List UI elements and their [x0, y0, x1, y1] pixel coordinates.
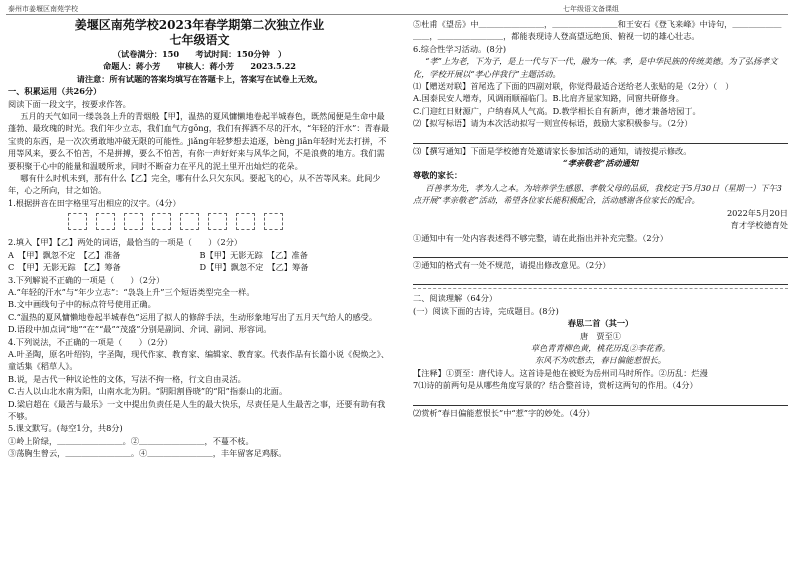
- poem-title: 春思二首（其一）: [567, 318, 634, 329]
- notice-body: 百善孝为先，孝为人之本。为培养学生感恩、孝敬父母的品质，我校定于5月30日（星期一）下午3点开展“孝亲敬老”活动，希望各位家长能积极配合，活动感谢各位家长的配合。: [413, 182, 782, 206]
- notice-question-2: ②通知的格式有一处不规范，请提出修改意见。（2分）: [413, 259, 611, 270]
- q2-option-d: D【甲】飘忽不定 【乙】筹备: [199, 262, 309, 273]
- q3-option-c: C.“温热的夏风慵懒地卷起半城春色”运用了拟人的修辞手法，生动形象地写出了五月天气给人的感受。: [8, 311, 378, 322]
- question-6: 6.综合性学习活动。(8分): [413, 43, 507, 54]
- q3-option-b: B.文中画线句子中的标点符号使用正确。: [8, 299, 156, 310]
- char-box[interactable]: [180, 213, 199, 230]
- q4-option-a: A.叶圣陶，原名叶绍钧，字圣陶，现代作家、教育家、编辑家、教育家。代表作品有长篇小说《倪焕之》、童话集《稻草人》。: [8, 348, 390, 372]
- q3-option-a: A.“年轻的汗水”与“年少立志”：“袅袅上升”三个短语类型完全一样。: [8, 286, 255, 297]
- notice-question-1: ①通知中有一处内容表述得不够完整，请在此指出并补充完整。（2分）: [413, 232, 668, 243]
- q4-option-c: C.古人以山北水南为阳，山南水北为阴。“阴阳割昏晓”的“阳”指泰山的北面。: [8, 386, 288, 397]
- q5-line-1: ①岭上阶绿，＿＿＿＿＿＿＿＿。②＿＿＿＿＿＿＿＿，不蔓不枝。: [8, 435, 254, 446]
- notice-salutation: 尊敬的家长：: [413, 170, 463, 181]
- q5-line-3: ⑤杜甫《望岳》中＿＿＿＿＿＿＿＿，＿＿＿＿＿＿＿＿和王安石《登飞来峰》中诗句，＿＿＿＿＿＿＿＿，＿＿＿＿＿＿＿＿，都能表现诗人登高望远绝顶、俯视一切的雄心壮志。: [413, 19, 782, 42]
- subsection-1-heading: (一）阅读下面的古诗，完成题目。(8分): [413, 305, 559, 316]
- question-3: 3.下列解说不正确的一项是（ ）（2分）: [8, 274, 165, 285]
- q6-part-1: ⑴【赠送对联】首尾选了下面的四副对联，你觉得最适合送给老人张贴的是（2分）（ ）: [413, 81, 734, 92]
- passage-paragraph-2: 哪有什么时机未到，那有什么【乙】完全，哪有什么只欠东风。要起飞的心，从不苦等风来。此间少年，心之所向，甘之如饴。: [8, 173, 381, 196]
- question-5: 5.课文默写。(每空1分，共8分): [8, 423, 123, 434]
- q2-option-c: C 【甲】无影无踪 【乙】筹备: [8, 262, 121, 273]
- poem-author: 唐 贾至①: [580, 330, 621, 341]
- exam-subject: 七年级语文: [169, 33, 230, 47]
- char-box[interactable]: [68, 213, 87, 230]
- answer-line[interactable]: [413, 393, 788, 406]
- notice-title: “孝亲敬老”活动通知: [563, 158, 638, 169]
- answer-line[interactable]: [413, 131, 788, 144]
- section-2-heading: 二、阅读理解（64分）: [413, 293, 498, 304]
- q6-intro: “孝”上为老，下为子，是上一代与下一代，融为一体。孝，是中华民族的传统美德。为了弘扬孝文化，学校开展以“孝心伴我行”主题活动。: [413, 56, 778, 79]
- poem-line-1: 草色青青柳色黄，桃花历乱②李花香。: [530, 342, 671, 353]
- header-right: 七年级语文备课组: [563, 5, 619, 13]
- divider: [413, 288, 788, 289]
- char-box[interactable]: [124, 213, 143, 230]
- q6-part-1-opt-cd: C.门迎红日财源广，户纳春风人气高。D.教学相长自有新声，德才兼备培园丁。: [413, 105, 701, 116]
- char-grid: [68, 213, 391, 230]
- poem-notes: 【注释】①贾至：唐代诗人。这首诗是他在被贬为岳州司马时所作。②历乱：烂漫: [413, 367, 708, 378]
- question-4: 4.下列说法，不正确的一项是（ ）（2分）: [8, 336, 173, 347]
- q4-option-b: B.说，是古代一种议论性的文体，写法不拘一格，行文自由灵活。: [8, 373, 246, 384]
- q4-option-d: D.梁启超在《最苦与最乐》一文中提出负责任是人生的最大快乐，尽责任是人生最苦之事，还要有助有我不够。: [8, 398, 386, 421]
- section-1-heading: 一、积累运用（共26分）: [8, 86, 102, 97]
- char-box[interactable]: [264, 213, 283, 230]
- char-box[interactable]: [208, 213, 227, 230]
- notice-signature: 育才学校德育处: [730, 220, 788, 231]
- question-2-options: [8, 249, 391, 274]
- q3-option-d: D.语段中加点词“地”“在”“最”“茂盛”分别是副词、介词、副词、形容词。: [8, 324, 272, 335]
- char-box[interactable]: [236, 213, 255, 230]
- exam-note: 请注意：所有试题的答案均填写在答题卡上，答案写在试卷上无效。: [76, 73, 323, 84]
- exam-meta-1: （试卷满分：150 考试时间：150分钟 ）: [112, 49, 287, 59]
- exam-title: 姜堰区南苑学校2023年春学期第二次独立作业: [74, 18, 325, 32]
- q2-option-a: A 【甲】飘忽不定 【乙】准备: [8, 249, 121, 260]
- right-column: [413, 18, 788, 419]
- read-prompt: 阅读下面一段文字，按要求作答。: [8, 98, 131, 109]
- question-7-part-1: 7⑴诗的前两句是从哪些角度写景的？结合整首诗，赏析这两句的作用。（4分）: [413, 380, 698, 391]
- answer-line[interactable]: [413, 245, 788, 258]
- left-column: [8, 18, 391, 460]
- exam-meta-2: 命题人：蒋小芳 审核人：蒋小芳 2023.5.22: [103, 61, 296, 72]
- passage-paragraph-1: 五月的天气如同一缕袅袅上升的青烟般【甲】，温热的夏风慵懒地卷起半城春色，既然闻便是生命中最蓬勃、最玫瑰的时光。我们年少立志，我们血气方gōng，我们有挥洒不尽的汗水，“年轻的汗水”：青春最宝贵的东西，是一次次勇敢地冲破无限的可能性。jiǎng年轻梦想去追逐，bèng jiān年轻时光去打拼，不用等风来，要么不怕苦，不是拼搏，要么不怕苦，有你一声好好来与风华之间，不是浪费的地方。我们需要积聚于心中的能量和温暖所求，同时不断奋力在平凡的泥土里开出灿烂的花朵。: [8, 111, 390, 171]
- q5-line-2: ③荡胸生曾云，＿＿＿＿＿＿＿＿。④＿＿＿＿＿＿＿＿，丰年留客足鸡豚。: [8, 448, 287, 459]
- char-box[interactable]: [152, 213, 171, 230]
- notice-date: 2022年5月20日: [726, 207, 788, 218]
- q6-part-2: ⑵【拟写标语】请为本次活动拟写一则宣传标语，鼓励大家积极参与。（2分）: [413, 118, 693, 129]
- q6-part-3: ⑶【撰写通知】下面是学校德育处邀请家长参加活动的通知，请按提示修改。: [413, 145, 692, 156]
- answer-line[interactable]: [413, 272, 788, 285]
- question-2: 2.填入【甲】【乙】两处的词语，最恰当的一项是（ ）（2分）: [8, 237, 243, 248]
- question-1: 1.根据拼音在田字格里写出相应的汉字。（4分）: [8, 197, 181, 208]
- q2-option-b: B【甲】无影无踪 【乙】准备: [199, 249, 308, 260]
- header-left: 泰州市姜堰区南苑学校: [8, 5, 78, 13]
- poem-line-2: 东风不为吹愁去，春日偏能惹恨长。: [534, 355, 666, 366]
- q6-part-1-opt-ab: A.国泰民安人增寿，风调雨顺福临门。B.比肩齐显家知路，同窗共研修身。: [413, 93, 684, 104]
- char-box[interactable]: [96, 213, 115, 230]
- question-7-part-2: ⑵赏析“春日偏能惹恨长”中“惹”字的妙处。（4分）: [413, 407, 595, 418]
- header-rule: [6, 14, 788, 15]
